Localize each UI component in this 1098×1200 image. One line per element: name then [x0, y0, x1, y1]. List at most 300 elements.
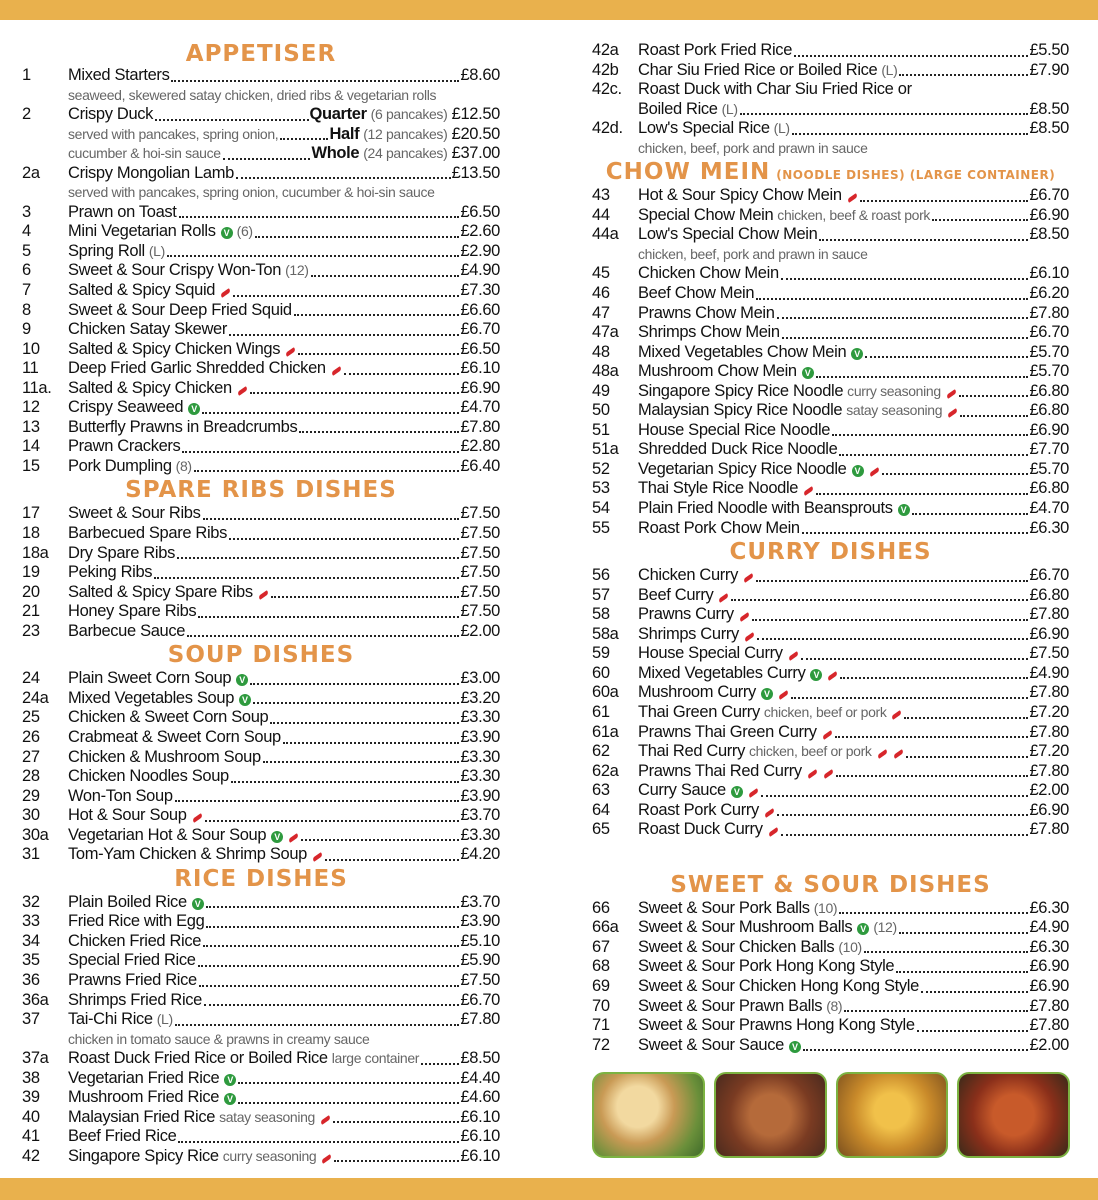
dot-leader	[263, 761, 460, 763]
item-number: 51a	[592, 440, 619, 459]
top-border-bar	[0, 0, 1098, 20]
section-subtitle: (NOODLE DISHES) (LARGE CONTAINER)	[776, 168, 1056, 183]
item-name: Thai Style Rice Noodle	[638, 479, 799, 498]
dot-leader	[860, 200, 1029, 202]
menu-item	[592, 918, 1069, 938]
menu-item	[22, 845, 500, 865]
menu-item	[22, 1010, 500, 1030]
item-name: Barbecue Sauce	[68, 621, 186, 640]
item-price: £7.80	[1029, 303, 1069, 322]
item-number: 60	[592, 663, 610, 682]
item-number: 53	[592, 479, 610, 498]
item-name: Malaysian Spicy Rice Noodle	[638, 401, 843, 420]
chili-icon	[285, 347, 296, 357]
menu-item	[592, 362, 1069, 382]
menu-item	[592, 977, 1069, 997]
dot-leader	[904, 717, 1028, 719]
dot-leader	[896, 971, 1028, 973]
chili-icon	[748, 788, 759, 798]
dot-leader	[781, 834, 1029, 836]
item-price: £6.70	[460, 990, 500, 1009]
menu-column-left	[22, 40, 500, 1166]
item-number: 34	[22, 931, 40, 950]
section-header	[592, 871, 1069, 899]
item-number: 7	[22, 281, 31, 300]
vegetarian-icon: V	[221, 227, 233, 239]
item-price: £13.50	[451, 163, 500, 182]
section-gap	[592, 840, 1069, 871]
item-number: 42b	[592, 60, 619, 79]
dot-leader	[203, 518, 460, 520]
item-number: 20	[22, 582, 40, 601]
menu-item	[592, 723, 1069, 743]
item-number: 33	[22, 912, 40, 931]
item-extra: (L)	[773, 120, 790, 137]
item-description-text: seaweed, skewered satay chicken, dried ribs & vegetarian rolls	[68, 86, 437, 103]
dot-leader	[253, 702, 459, 704]
item-number: 45	[592, 264, 610, 283]
menu-item	[592, 820, 1069, 840]
item-name: Sweet & Sour Mushroom Balls	[638, 918, 853, 937]
item-description-text: served with pancakes, spring onion,	[68, 125, 279, 142]
item-number: 9	[22, 320, 31, 339]
chili-icon	[743, 573, 754, 583]
chili-icon	[237, 386, 248, 396]
item-name: Mixed Vegetables Chow Mein	[638, 342, 847, 361]
item-name: Hot & Sour Spicy Chow Mein	[638, 186, 842, 205]
item-price: £6.70	[1029, 323, 1069, 342]
item-name: Beef Curry	[638, 585, 714, 604]
item-number: 68	[592, 957, 610, 976]
item-price: £4.90	[1029, 918, 1069, 937]
item-description-text: chicken in tomato sauce & prawns in creamy sauce	[68, 1030, 370, 1047]
item-number: 44a	[592, 225, 619, 244]
item-number: 41	[22, 1127, 40, 1146]
item-name: Prawns Fried Rice	[68, 970, 197, 989]
food-photos	[592, 1072, 1070, 1158]
menu-item	[22, 242, 500, 262]
dot-leader	[205, 820, 460, 822]
menu-item	[22, 320, 500, 340]
menu-item	[592, 80, 1069, 100]
item-price: £3.90	[460, 786, 500, 805]
dot-leader	[167, 255, 460, 257]
item-price: £7.80	[1029, 761, 1069, 780]
item-price: £5.70	[1029, 459, 1069, 478]
item-name: Salted & Spicy Chicken Wings	[68, 339, 281, 358]
dot-leader	[283, 742, 460, 744]
item-price: £4.70	[460, 398, 500, 417]
dot-leader	[921, 991, 1029, 993]
dot-leader	[803, 1049, 1028, 1051]
menu-item	[22, 66, 500, 86]
menu-item	[592, 343, 1069, 363]
item-price: £6.80	[1029, 401, 1069, 420]
item-price: £3.30	[460, 825, 500, 844]
dot-leader	[899, 932, 1029, 934]
item-price: £7.50	[460, 504, 500, 523]
item-price: £20.50	[451, 124, 500, 143]
item-number: 17	[22, 504, 40, 523]
menu-item	[22, 622, 500, 642]
menu-item	[22, 932, 500, 952]
item-price: £6.90	[1029, 624, 1069, 643]
item-description-text: chicken, beef, pork and prawn in sauce	[638, 245, 868, 262]
item-price: £2.00	[1029, 1035, 1069, 1054]
vegetarian-icon: V	[852, 465, 864, 477]
menu-item	[22, 912, 500, 932]
item-number: 48a	[592, 362, 619, 381]
section-header	[22, 865, 500, 893]
dot-leader	[325, 859, 459, 861]
item-price: £12.50	[451, 105, 500, 124]
dot-leader	[832, 434, 1028, 436]
chili-icon	[827, 671, 838, 681]
item-name: Salted & Spicy Spare Ribs	[68, 582, 253, 601]
menu-item	[22, 281, 500, 301]
item-number: 15	[22, 456, 40, 475]
menu-item	[22, 418, 500, 438]
item-name: Prawns Curry	[638, 605, 734, 624]
dot-leader	[839, 454, 1028, 456]
item-price: £7.90	[1029, 60, 1069, 79]
item-number: 25	[22, 708, 40, 727]
item-number: 69	[592, 976, 610, 995]
item-price: £6.10	[460, 359, 500, 378]
dot-leader	[154, 577, 459, 579]
item-price: £7.80	[460, 417, 500, 436]
dot-leader	[819, 239, 1028, 241]
chili-icon	[868, 467, 879, 477]
menu-item	[22, 1108, 500, 1128]
chili-icon	[321, 1154, 332, 1164]
item-price: £2.90	[460, 241, 500, 260]
item-name: Crispy Duck	[68, 105, 154, 124]
dot-leader	[756, 580, 1028, 582]
section-title: SPARE RIBS DISHES	[125, 477, 397, 504]
dot-leader	[311, 275, 460, 277]
chili-icon	[822, 730, 833, 740]
item-name: Shrimps Curry	[638, 624, 739, 643]
menu-item	[22, 708, 500, 728]
item-number: 6	[22, 261, 31, 280]
item-price: £5.70	[1029, 342, 1069, 361]
chili-icon	[876, 749, 887, 759]
item-number: 2a	[22, 163, 40, 182]
menu-item	[22, 748, 500, 768]
item-number: 5	[22, 241, 31, 260]
dot-leader	[932, 219, 1028, 221]
menu-item	[22, 728, 500, 748]
item-name: Special Fried Rice	[68, 951, 196, 970]
item-name: Malaysian Fried Rice	[68, 1107, 216, 1126]
item-price: £8.60	[460, 66, 500, 84]
item-price: £7.50	[460, 970, 500, 989]
item-name: Mushroom Fried Rice	[68, 1088, 220, 1107]
vegetarian-icon: V	[236, 674, 248, 686]
item-name: Beef Fried Rice	[68, 1127, 177, 1146]
item-name: Roast Duck with Char Siu Fried Rice or	[638, 80, 912, 99]
portion-size: Half	[329, 124, 360, 143]
item-price: £6.30	[1029, 937, 1069, 956]
menu-item	[22, 583, 500, 603]
item-name: Tom-Yam Chicken & Shrimp Soup	[68, 845, 307, 864]
vegetarian-icon: V	[224, 1093, 236, 1105]
section-title: CURRY DISHES	[729, 539, 932, 566]
item-extra: (L)	[156, 1011, 173, 1028]
item-extra: (12)	[873, 919, 897, 936]
item-number: 35	[22, 951, 40, 970]
dot-leader	[777, 814, 1029, 816]
menu-item	[22, 787, 500, 807]
menu-item	[592, 625, 1069, 645]
item-number: 57	[592, 585, 610, 604]
item-name: Sweet & Sour Chicken Hong Kong Style	[638, 976, 919, 995]
item-number: 3	[22, 202, 31, 221]
chili-icon	[739, 612, 750, 622]
item-price: £3.30	[460, 747, 500, 766]
item-price: £3.00	[460, 669, 500, 688]
chili-icon	[718, 593, 729, 603]
dot-leader	[229, 538, 459, 540]
item-number: 72	[592, 1035, 610, 1054]
item-number: 65	[592, 820, 610, 839]
menu-item	[592, 460, 1069, 480]
chili-icon	[767, 827, 778, 837]
item-name: Beef Chow Mein	[638, 284, 755, 303]
item-price: £8.50	[460, 1049, 500, 1068]
dot-leader	[835, 736, 1029, 738]
dot-leader	[202, 412, 459, 414]
item-price: £6.40	[460, 456, 500, 475]
item-name: Sweet & Sour Prawns Hong Kong Style	[638, 1016, 915, 1035]
item-number: 14	[22, 437, 40, 456]
item-price: £6.10	[460, 1107, 500, 1126]
item-name: Singapore Spicy Rice Noodle	[638, 381, 844, 400]
dot-leader	[203, 945, 459, 947]
item-number: 49	[592, 381, 610, 400]
menu-item	[22, 544, 500, 564]
item-number: 42c.	[592, 80, 622, 99]
item-price: £37.00	[451, 144, 500, 163]
item-name: Hot & Sour Soup	[68, 806, 187, 825]
vegetarian-icon: V	[239, 694, 251, 706]
dot-leader	[802, 532, 1029, 534]
item-price: £3.90	[460, 912, 500, 931]
item-price: £6.70	[460, 320, 500, 339]
item-name: Mushroom Curry	[638, 683, 756, 702]
dot-leader	[960, 415, 1028, 417]
item-extra: (L)	[721, 100, 738, 117]
item-price: £6.30	[1029, 898, 1069, 917]
item-name: Prawns Chow Mein	[638, 303, 775, 322]
item-name: Sweet & Sour Pork Balls	[638, 898, 810, 917]
item-name: Chicken Chow Mein	[638, 264, 779, 283]
item-number: 30a	[22, 825, 49, 844]
item-extra: (6)	[236, 223, 253, 240]
dot-leader	[238, 1102, 459, 1104]
item-name: Salted & Spicy Squid	[68, 281, 216, 300]
item-number: 66	[592, 898, 610, 917]
item-price: £6.90	[1029, 420, 1069, 439]
dot-leader	[250, 683, 459, 685]
item-number: 38	[22, 1068, 40, 1087]
vegetarian-icon: V	[192, 898, 204, 910]
item-name: Mixed Vegetables Soup	[68, 688, 235, 707]
dot-leader	[187, 635, 459, 637]
item-number: 1	[22, 66, 31, 84]
dot-leader	[752, 619, 1029, 621]
dot-leader	[198, 616, 459, 618]
item-price: £7.50	[460, 543, 500, 562]
menu-item	[592, 781, 1069, 801]
item-name: Chicken Curry	[638, 566, 738, 585]
menu-item	[22, 261, 500, 281]
menu-item	[22, 1069, 500, 1089]
item-price: £4.60	[460, 1088, 500, 1107]
item-name: Shredded Duck Rice Noodle	[638, 440, 838, 459]
item-number: 54	[592, 499, 610, 518]
item-name: Roast Pork Curry	[638, 800, 759, 819]
menu-item	[592, 186, 1069, 206]
dot-leader	[816, 376, 1029, 378]
menu-item	[592, 566, 1069, 586]
menu-item	[592, 421, 1069, 441]
menu-item	[592, 401, 1069, 421]
dot-leader	[298, 353, 459, 355]
item-number: 50	[592, 401, 610, 420]
section-title: APPETISER	[185, 41, 337, 67]
menu-column-right	[592, 41, 1069, 1055]
menu-item	[22, 437, 500, 457]
item-price: £6.90	[1029, 976, 1069, 995]
item-extra: (12)	[285, 262, 309, 279]
item-description	[22, 183, 500, 203]
menu-item	[22, 524, 500, 544]
item-price: £6.90	[1029, 800, 1069, 819]
item-number: 64	[592, 800, 610, 819]
menu-item	[592, 382, 1069, 402]
item-description	[22, 1030, 500, 1050]
item-number: 24a	[22, 688, 49, 707]
item-price: £8.50	[1029, 225, 1069, 244]
item-price: £6.70	[1029, 566, 1069, 585]
menu-item	[592, 206, 1069, 226]
menu-item	[22, 1147, 500, 1167]
menu-item	[592, 499, 1069, 519]
item-price: £3.70	[460, 892, 500, 911]
photo-curry-dish	[957, 1072, 1070, 1158]
item-number: 11a.	[22, 378, 52, 397]
vegetarian-icon: V	[224, 1074, 236, 1086]
menu-item	[592, 61, 1069, 81]
item-price: £6.80	[1029, 479, 1069, 498]
item-number: 67	[592, 937, 610, 956]
item-price: £2.80	[460, 437, 500, 456]
item-name: Roast Duck Curry	[638, 820, 763, 839]
item-name: Chicken Noodles Soup	[68, 767, 229, 786]
item-price: £2.00	[460, 621, 500, 640]
vegetarian-icon: V	[810, 669, 822, 681]
item-price: £6.30	[1029, 518, 1069, 537]
item-name: Butterfly Prawns in Breadcrumbs	[68, 417, 298, 436]
dot-leader	[175, 800, 460, 802]
item-name: Barbecued Spare Ribs	[68, 524, 228, 543]
item-price: £7.50	[460, 524, 500, 543]
menu-item	[592, 304, 1069, 324]
menu-item	[22, 301, 500, 321]
menu-item	[22, 203, 500, 223]
item-name: Boiled Rice	[638, 99, 718, 118]
dot-leader	[223, 158, 311, 160]
item-price: £6.90	[460, 378, 500, 397]
item-number: 11	[22, 359, 39, 378]
item-price: £7.80	[460, 1010, 500, 1029]
item-name: Vegetarian Fried Rice	[68, 1068, 220, 1087]
item-number: 27	[22, 747, 40, 766]
item-price: £7.50	[460, 563, 500, 582]
item-number: 62	[592, 742, 610, 761]
item-name: Sweet & Sour Sauce	[638, 1035, 784, 1054]
item-name: Special Chow Mein	[638, 205, 774, 224]
item-price: £6.60	[460, 300, 500, 319]
dot-leader	[864, 951, 1029, 953]
item-name: Spring Roll	[68, 241, 145, 260]
menu-item	[592, 703, 1069, 723]
item-name: Mini Vegetarian Rolls	[68, 222, 216, 241]
menu-item	[592, 742, 1069, 762]
item-extra: (8)	[175, 457, 192, 474]
photo-spring-rolls	[592, 1072, 705, 1158]
menu-item	[22, 379, 500, 399]
menu-item	[22, 359, 500, 379]
item-number: 62a	[592, 761, 619, 780]
item-number: 44	[592, 205, 610, 224]
chili-icon	[764, 808, 775, 818]
menu-item	[22, 767, 500, 787]
item-name: Won-Ton Soup	[68, 786, 173, 805]
portion-size: Quarter	[309, 105, 367, 124]
item-name: Vegetarian Spicy Rice Noodle	[638, 459, 847, 478]
item-description-text: served with pancakes, spring onion, cucumber & hoi-sin sauce	[68, 184, 435, 201]
item-name: Shrimps Chow Mein	[638, 323, 780, 342]
item-price: £6.20	[1029, 284, 1069, 303]
item-price: £5.90	[460, 951, 500, 970]
dot-leader	[421, 1063, 459, 1065]
item-number: 31	[22, 845, 40, 864]
item-name: Mushroom Chow Mein	[638, 362, 797, 381]
vegetarian-icon: V	[789, 1041, 801, 1053]
chili-icon	[220, 288, 231, 298]
item-note: chicken, beef or pork	[748, 743, 872, 760]
item-price: £7.50	[1029, 644, 1069, 663]
item-name: Prawns Thai Green Curry	[638, 722, 817, 741]
menu-item	[22, 563, 500, 583]
item-number: 8	[22, 300, 31, 319]
item-name: Prawns Thai Red Curry	[638, 761, 802, 780]
item-name: Peking Ribs	[68, 563, 153, 582]
item-name: Roast Pork Fried Rice	[638, 41, 793, 59]
item-extra: (6 pancakes)	[370, 106, 448, 123]
item-name: Thai Green Curry	[638, 702, 760, 721]
item-name: Sweet & Sour Chicken Balls	[638, 937, 835, 956]
item-number: 42	[22, 1146, 40, 1165]
dot-leader	[233, 295, 459, 297]
item-extra: (L)	[148, 242, 165, 259]
menu-item	[22, 504, 500, 524]
dot-leader	[171, 80, 459, 82]
item-extra: (12 pancakes)	[363, 125, 448, 142]
